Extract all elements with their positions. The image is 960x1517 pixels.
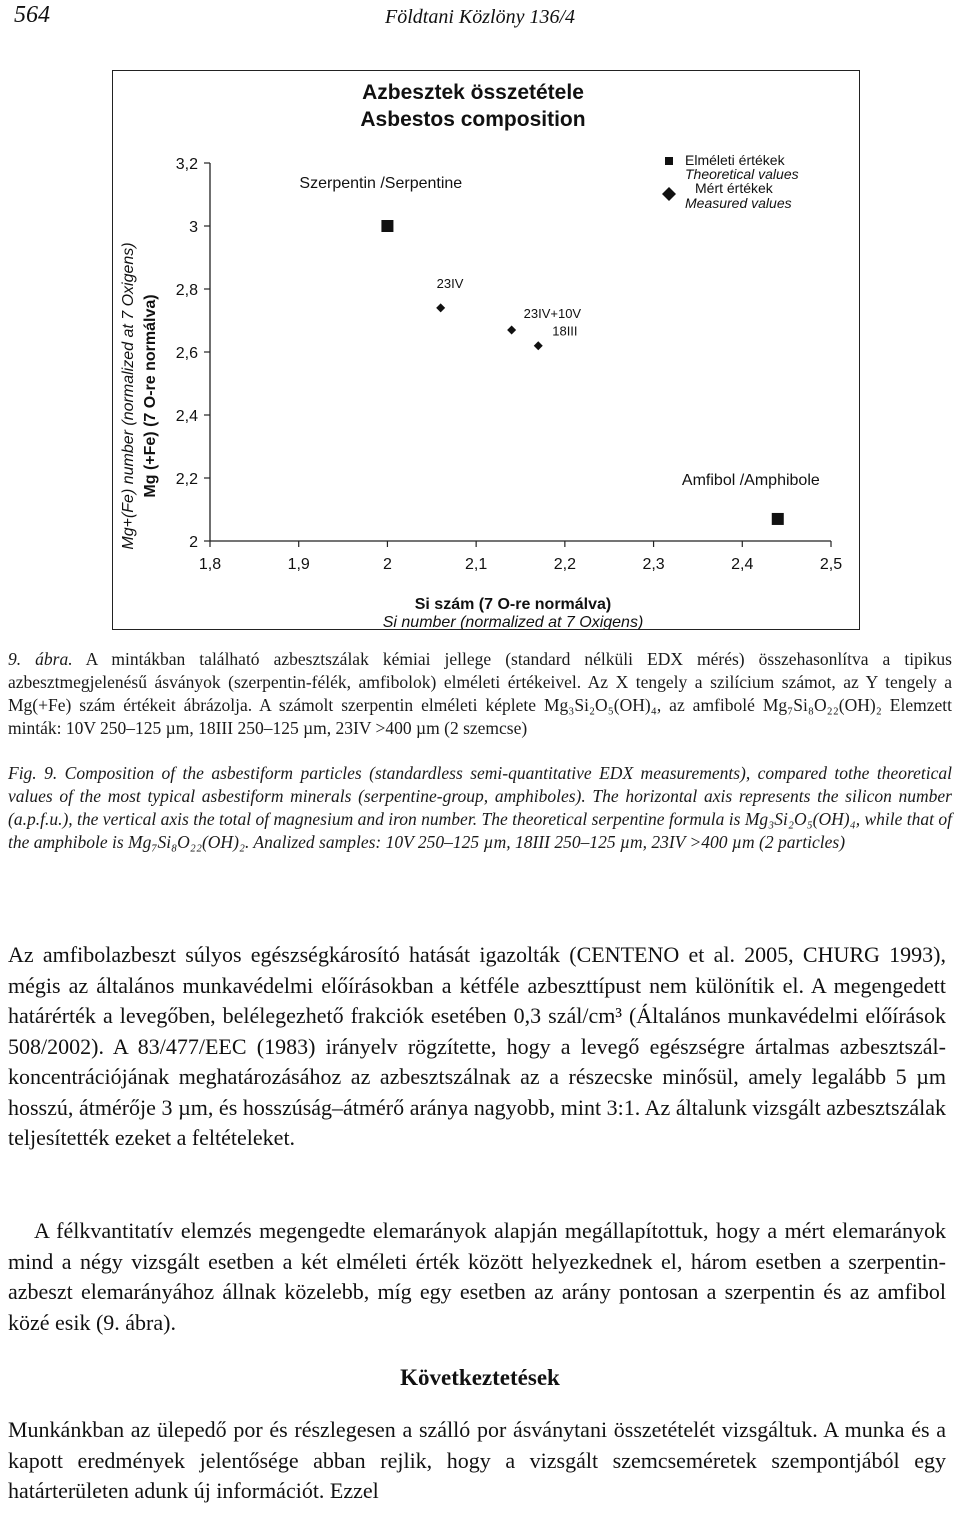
y-axis-label-hu: Mg (+Fe) (7 O-re normálva) — [142, 294, 159, 498]
legend-square-marker — [665, 157, 673, 165]
measured-point-label: 23IV — [436, 275, 464, 291]
legend-measured-en: Measured values — [685, 195, 792, 211]
x-axis-label-en: Si number (normalized at 7 Oxigens) — [382, 614, 644, 629]
legend-diamond-marker — [662, 187, 676, 201]
measured-point-23iv-10v — [507, 325, 516, 334]
figure-caption-english: Fig. 9. Composition of the asbestiform particles (standardless semi-quantitative EDX measurements), compared tothe theoretical values of the most typical asbestiform minerals (serpentine-group, amphiboles). The horizontal axis represents the silicon number (a.p.f.u.), the vertical axis the total of magnesium and iron number. The theoretical serpentine formula is Mg₃Si₂O₅(OH)₄, while that of the amphibole is Mg₇Si₈O₂₂(OH)₂. Analized samples: 10V 250–125 µm, 18III 250–125 µm, 23IV >400 µm (2 particles) — [8, 763, 952, 852]
y-tick-label: 2 — [189, 534, 198, 551]
x-tick-label: 2 — [382, 556, 392, 573]
section-heading: Következtetések — [400, 1365, 560, 1390]
chart-subtitle: Asbestos composition — [360, 108, 586, 131]
y-tick-label: 3,2 — [175, 156, 198, 173]
x-tick-label: 2,2 — [553, 556, 576, 573]
paragraph-text: A félkvantitatív elemzés megengedte elemarányok alapján megállapítottuk, hogy a mért elemarányok mind a négy vizsgált esetben a két elméleti érték között helyezkednek el, három esetben a szerpentin-azbeszt elemarányához állnak közelebb, míg egy esetben az arány pontosan a szerpentin és az amfibol közé esik (9. ábra). — [8, 1218, 946, 1335]
serpentine-point — [381, 220, 393, 232]
caption-hungarian-text: A mintákban található azbesztszálak kémiai jellege (standard nélküli EDX mérés) összehasonlítva a tipikus azbesztmegjelenésű ásványok (szerpentin-félék, amfibolok) elméleti értékeivel. Az X tengely a szilícium számot, az Y tengely a Mg(+Fe) szám értékeit ábrázolja. A számolt szerpentin elméleti képlete Mg₃Si₂O₅(OH)₄, az amfibolé Mg₇Si₈O₂₂(OH)₂ Elemzett minták: 10V 250–125 µm, 18III 250–125 µm, 23IV >400 µm (2 szemcse) — [8, 649, 952, 738]
y-tick-label: 2,6 — [175, 345, 198, 362]
chart-frame — [112, 70, 860, 630]
y-tick-label: 2,4 — [175, 408, 198, 425]
chart-marks — [299, 175, 819, 525]
x-tick-label: 1,9 — [287, 556, 310, 573]
chart-title: Azbesztek összetétele — [362, 81, 584, 104]
x-tick-label: 2,3 — [642, 556, 665, 573]
chart-axes — [176, 156, 842, 573]
caption-figure-label: 9. ábra. — [8, 649, 73, 669]
x-tick-label: 1,8 — [198, 556, 222, 573]
page-header — [14, 2, 946, 32]
measured-point-23iv — [436, 303, 445, 312]
figure-caption-hungarian — [8, 648, 952, 740]
y-axis-label-en: Mg+(Fe) number (normalized at 7 Oxigens) — [120, 242, 137, 550]
x-tick-label: 2,5 — [819, 556, 843, 573]
body-paragraph-1 — [8, 940, 946, 1154]
measured-point-label: 23IV+10V — [523, 305, 582, 321]
y-tick-label: 2,8 — [175, 282, 198, 299]
x-tick-label: 2,4 — [731, 556, 754, 573]
x-tick-label: 2,1 — [465, 556, 488, 573]
y-tick-label: 2,2 — [175, 471, 198, 488]
page-number: 564 — [14, 2, 50, 28]
scatter-chart — [113, 71, 859, 629]
amphibole-point — [772, 513, 784, 525]
body-paragraph-3 — [8, 1415, 946, 1507]
amphibole-label: Amfibol /Amphibole — [681, 471, 820, 489]
paragraph-text: Az amfibolazbeszt súlyos egészségkárosító hatását igazolták (CENTENO et al. 2005, CHURG 1993), mégis az általános munkavédelmi előírásokban a kétféle azbeszttípust nem különítik el. A megengedett határérték a levegőben, belélegezhető frakciók esetében 0,3 szál/cm³ (Általános munkavédelmi előírások 508/2002). A 83/477/EEC (1983) irányelv rögzítette, hogy a levegő egészségre ártalmas azbesztszál-koncentrációjának meghatározásához az azbesztszálnak az a részecske minősül, amely legalább 5 µm hosszú, átmérője 3 µm, és hosszúság–átmérő aránya nagyobb, mint 3:1. Az általunk vizsgált azbesztszálak teljesítették ezeket a feltételeket. — [8, 942, 946, 1150]
measured-point-18iii — [534, 341, 543, 350]
body-paragraph-2 — [8, 1216, 946, 1338]
paragraph-text: Munkánkban az ülepedő por és részlegesen a szálló por ásványtani összetételét vizsgáltuk. A munka és a kapott eredmények jelentősége abban rejlik, hogy a vizsgált szemcseméretek szempontjából egy határterületen adunk új információt. Ezzel — [8, 1417, 946, 1503]
running-head: Földtani Közlöny 136/4 — [385, 6, 575, 28]
legend-measured-hu: Mért értékek — [695, 180, 773, 196]
measured-point-label: 18III — [552, 323, 578, 339]
chart-legend — [662, 152, 799, 211]
legend-theoretical-en: Theoretical values — [685, 166, 799, 182]
y-tick-label: 3 — [189, 219, 198, 236]
serpentine-label: Szerpentin /Serpentine — [299, 175, 463, 192]
x-axis-label-hu: Si szám (7 O-re normálva) — [414, 596, 612, 613]
legend-theoretical-hu: Elméleti értékek — [685, 152, 785, 168]
